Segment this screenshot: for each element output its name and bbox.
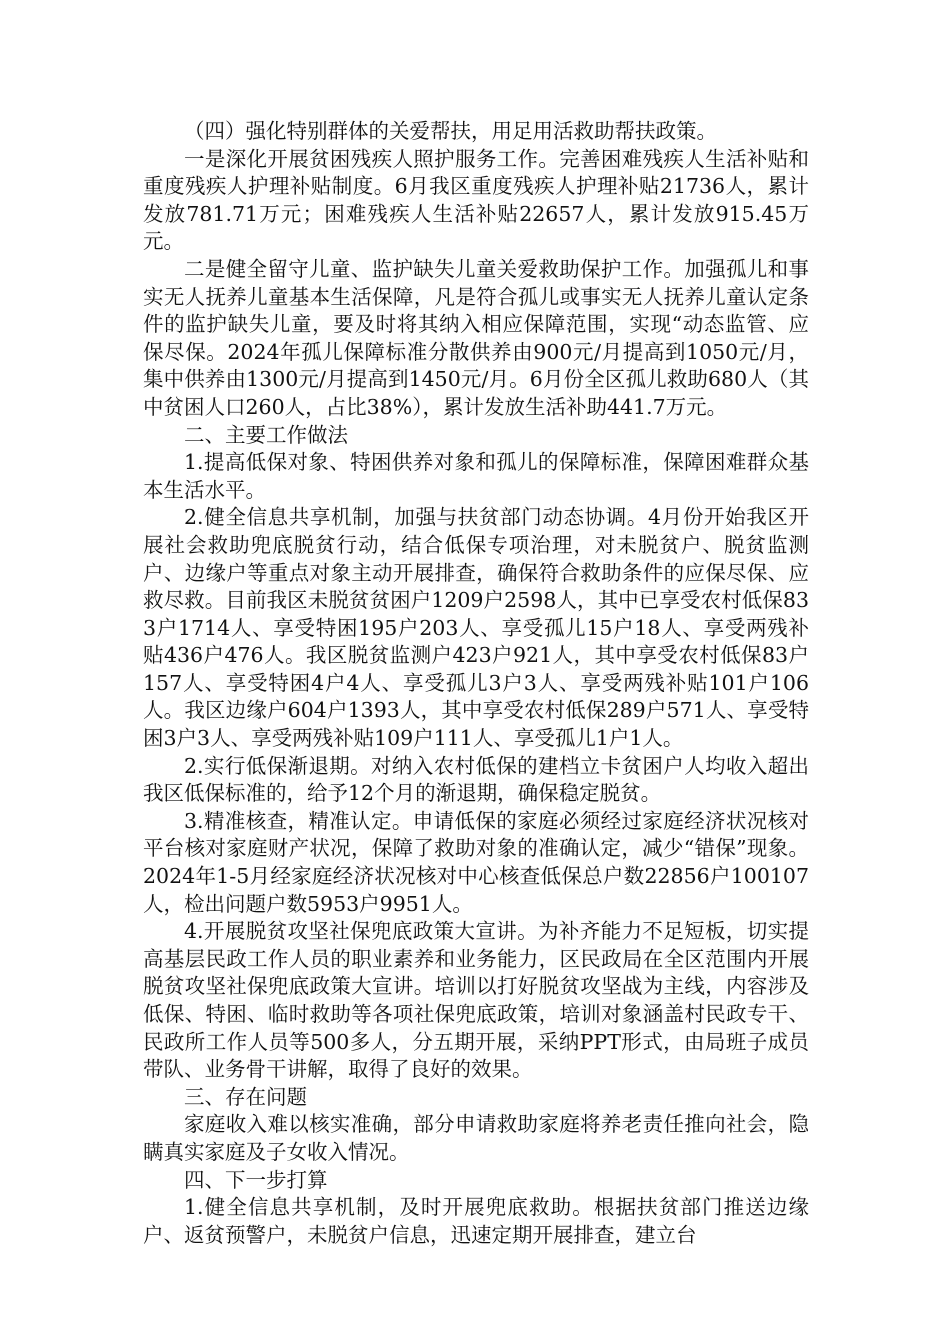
paragraph-practice-2-info-sharing: 2.健全信息共享机制，加强与扶贫部门动态协调。4月份开始我区开展社会救助兜底脱贫行动，结合低保专项治理，对未脱贫户、脱贫监测户、边缘户等重点对象主动开展排查，确保符合救助条件的应保尽保、应救尽救。目前我区未脱贫贫困户1209户2598人，其中已享受农村低保833户1714人、享受特困195户203人、享受孤儿15户18人、享受两残补贴436户476人。我区脱贫监测户423户921人，其中享受农村低保83户157人、享受特困4户4人、享受孤儿3户3人、享受两残补贴101户106人。我区边缘户604户1393人，其中享受农村低保289户571人、享受特困3户3人、享受两残补贴109户111人、享受孤儿1户1人。 xyxy=(143,505,809,751)
paragraph-practice-3: 3.精准核查，精准认定。申请低保的家庭必须经过家庭经济状况核对平台核对家庭财产状况，保障了救助对象的准确认定，减少“错保”现象。2024年1-5月经家庭经济状况核对中心核查低保总户数22856户100107人，检出问题户数5953户9951人。 xyxy=(143,808,809,916)
paragraph-section-4-title: （四）强化特别群体的关爱帮扶，用足用活救助帮扶政策。 xyxy=(184,119,717,143)
heading-main-practices: 二、主要工作做法 xyxy=(184,422,348,447)
paragraph-children-care: 二是健全留守儿童、监护缺失儿童关爱救助保护工作。加强孤儿和事实无人抚养儿童基本生活保障，凡是符合孤儿或事实无人抚养儿童认定条件的监护缺失儿童，要及时将其纳入相应保障范围，实现“动态监管、应保尽保。2024年孤儿保障标准分散供养由900元/月提高到1050元/月，集中供养由1300元/月提高到1450元/月。6月份全区孤儿救助680人（其中贫困人口260人，占比38%），累计发放生活补助441.7万元。 xyxy=(143,256,809,419)
paragraph-disabled-care: 一是深化开展贫困残疾人照护服务工作。完善困难残疾人生活补贴和重度残疾人护理补贴制度。6月我区重度残疾人护理补贴21736人，累计发放781.71万元；困难残疾人生活补贴22657人，累计发放915.45万元。 xyxy=(143,146,809,254)
heading-next-steps: 四、下一步打算 xyxy=(184,1167,328,1192)
paragraph-practice-2-gradual-exit: 2.实行低保渐退期。对纳入农村低保的建档立卡贫困户人均收入超出我区低保标准的，给予12个月的渐退期，确保稳定脱贫。 xyxy=(143,753,809,806)
document-body xyxy=(143,118,809,1249)
paragraph-problems: 家庭收入难以核实准确，部分申请救助家庭将养老责任推向社会，隐瞒真实家庭及子女收入情况。 xyxy=(143,1112,809,1164)
paragraph-practice-4: 4.开展脱贫攻坚社保兜底政策大宣讲。为补齐能力不足短板，切实提高基层民政工作人员的职业素养和业务能力，区民政局在全区范围内开展脱贫攻坚社保兜底政策大宣讲。培训以打好脱贫攻坚战为主线，内容涉及低保、特困、临时救助等各项社保兜底政策，培训对象涵盖村民政专干、民政所工作人员等500多人，分五期开展，采纳PPT形式，由局班子成员带队、业务骨干讲解，取得了良好的效果。 xyxy=(143,919,809,1082)
heading-existing-problems: 三、存在问题 xyxy=(184,1084,307,1109)
paragraph-practice-1: 1.提高低保对象、特困供养对象和孤儿的保障标准，保障困难群众基本生活水平。 xyxy=(143,450,809,502)
paragraph-next-step-1: 1.健全信息共享机制，及时开展兜底救助。根据扶贫部门推送边缘户、返贫预警户，未脱贫户信息，迅速定期开展排查，建立台 xyxy=(143,1195,809,1247)
